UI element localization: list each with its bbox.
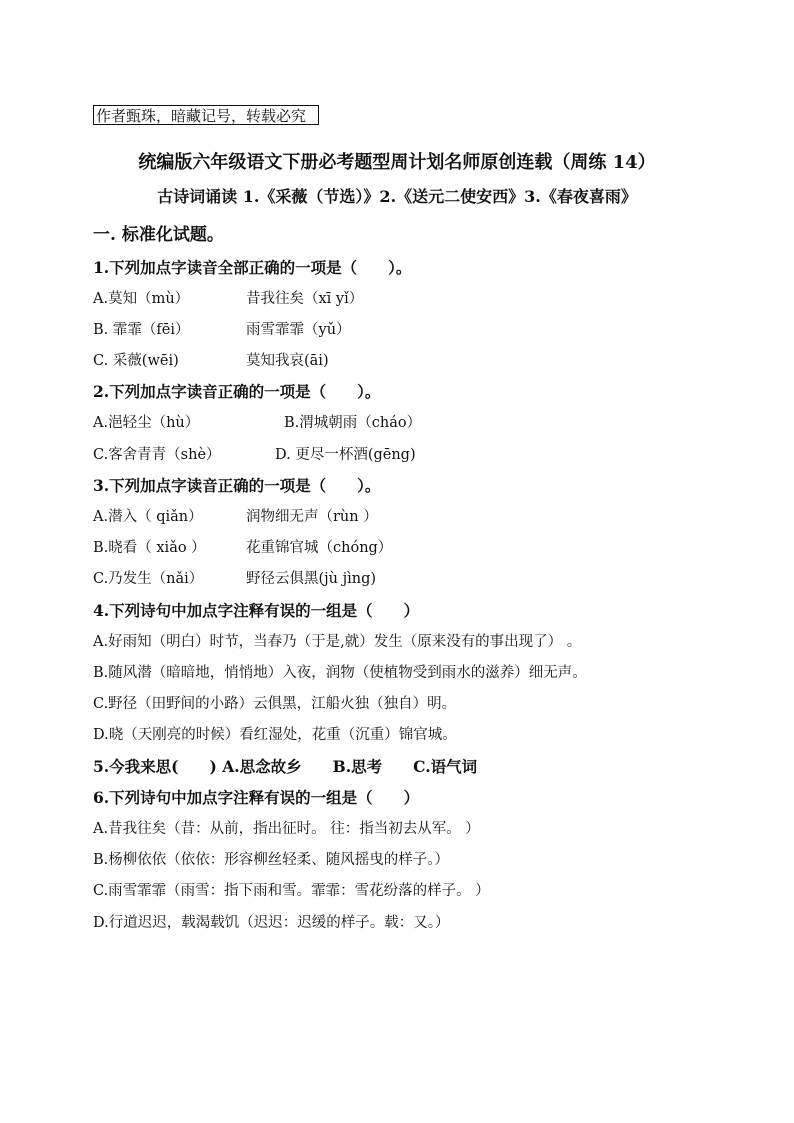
option-left: C.乃发生（nǎi）	[93, 571, 204, 587]
question-3-option-b	[93, 537, 393, 559]
option-left: B.晓看（ xiǎo ）	[93, 540, 206, 556]
question-3-option-c	[93, 568, 377, 590]
question-6-option-d: D.行道迟迟，载渴载饥（迟迟：迟缓的样子。载：又。）	[93, 915, 450, 931]
question-6-option-c: C.雨雪霏霏（雨雪：指下雨和雪。霏霏：雪花纷落的样子。 ）	[93, 883, 490, 899]
question-6-stem: 6.下列诗句中加点字注释有误的一组是（ ）	[93, 788, 420, 807]
section-title: 一. 标准化试题。	[93, 225, 224, 245]
question-3-stem: 3.下列加点字读音正确的一项是（ ）。	[93, 476, 381, 495]
option-right: 润物细无声（rùn ）	[246, 509, 378, 525]
page-subtitle: 古诗词诵读 1.《采薇（节选）》2.《送元二使安西》3.《春夜喜雨》	[157, 187, 637, 206]
question-2-stem: 2.下列加点字读音正确的一项是（ ）。	[93, 382, 381, 401]
option-left: A.潜入（ qiǎn）	[93, 509, 203, 525]
option-left: C.客舍青青（shè）	[93, 447, 221, 463]
option-right: D. 更尽一杯酒(gēng)	[275, 447, 416, 463]
option-right: 雨雪霏霏（yǔ）	[246, 322, 351, 338]
page-title: 统编版六年级语文下册必考题型周计划名师原创连载（周练 14）	[138, 152, 656, 173]
option-left: C. 采薇(wēi)	[93, 353, 179, 369]
question-6-option-a: A.昔我往矣（昔：从前，指出征时。 往：指当初去从军。 ）	[93, 821, 480, 837]
option-right: 花重锦官城（chóng）	[246, 540, 393, 556]
option-left: A.莫知（mù）	[93, 291, 190, 307]
option-right: 野径云俱黑(jù jìng)	[246, 571, 377, 587]
option-right: 莫知我哀(āi)	[246, 353, 329, 369]
question-6-option-b: B.杨柳依依（依依：形容柳丝轻柔、随风摇曳的样子。）	[93, 852, 450, 868]
option-right: B.渭城朝雨（cháo）	[284, 415, 422, 431]
question-4-option-d: D.晓（天刚亮的时候）看红湿处，花重（沉重）锦官城。	[93, 727, 457, 743]
question-4-stem: 4.下列诗句中加点字注释有误的一组是（ ）	[93, 601, 420, 620]
question-1-option-c	[93, 350, 329, 372]
question-1-stem: 1.下列加点字读音全部正确的一项是（ ）。	[93, 258, 412, 277]
option-left: B. 霏霏（fēi）	[93, 322, 190, 338]
option-right: 昔我往矣（xī yǐ）	[246, 291, 364, 307]
option-left: A.浥轻尘（hù）	[93, 415, 200, 431]
question-3-option-a	[93, 506, 378, 528]
question-4-option-b: B.随风潜（暗暗地，悄悄地）入夜，润物（使植物受到雨水的滋养）细无声。	[93, 665, 587, 681]
question-4-option-c: C.野径（田野间的小路）云俱黑，江船火独（独自）明。	[93, 696, 457, 712]
author-note: 作者甄珠，暗藏记号，转载必究	[93, 105, 319, 125]
question-4-option-a: A.好雨知（明白）时节，当春乃（于是,就）发生（原来没有的事出现了） 。	[93, 634, 582, 650]
question-5-stem: 5.今我来思( ) A.思念故乡 B.思考 C.语气词	[93, 757, 478, 776]
question-2-option-cd	[93, 444, 416, 466]
question-1-option-b	[93, 319, 351, 341]
question-1-option-a	[93, 288, 364, 310]
question-2-option-ab	[93, 412, 422, 434]
